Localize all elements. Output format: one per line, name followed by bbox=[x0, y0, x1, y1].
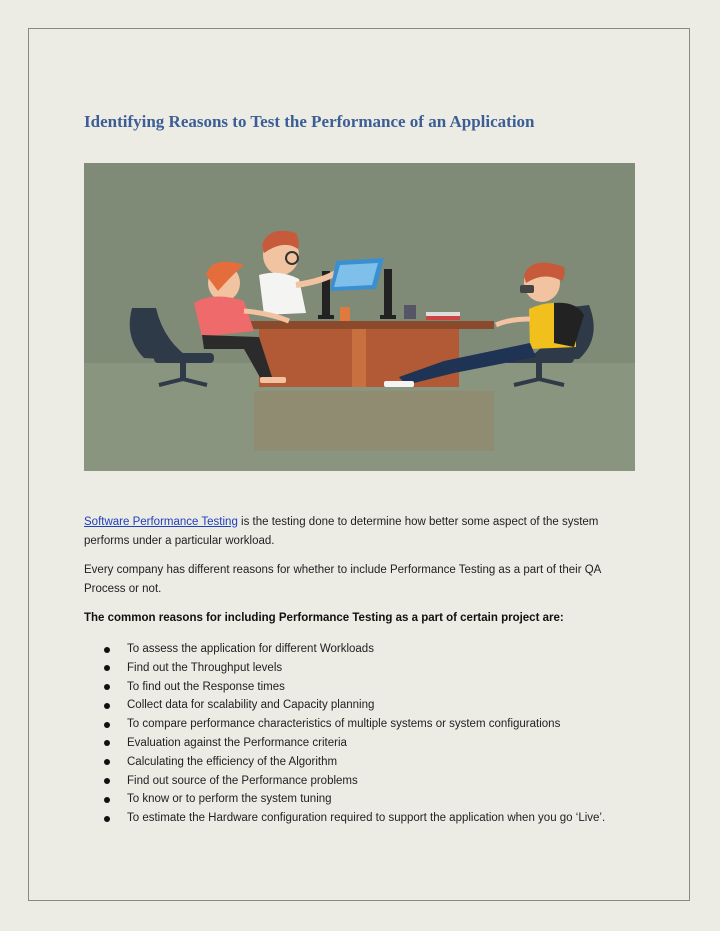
bullet-icon bbox=[104, 722, 110, 728]
list-item-text: To estimate the Hardware configuration required to support the application when you go ‘Live’. bbox=[127, 812, 606, 825]
list-item-text: Evaluation against the Performance criteria bbox=[127, 736, 347, 749]
list-item-text: To assess the application for different Workloads bbox=[127, 643, 374, 655]
bullet-icon bbox=[104, 703, 110, 709]
list-item-text: Find out the Throughput levels bbox=[127, 661, 283, 674]
list-item bbox=[84, 696, 664, 715]
bullet-icon bbox=[104, 684, 110, 690]
list-item bbox=[84, 678, 664, 697]
list-item-text: Collect data for scalability and Capacity planning bbox=[127, 699, 375, 712]
office-illustration bbox=[84, 163, 635, 471]
list-item-text: To know or to perform the system tuning bbox=[127, 793, 332, 806]
list-item-text: To compare performance characteristics of multiple systems or system configurations bbox=[127, 718, 561, 731]
document-title: Identifying Reasons to Test the Performance of an Application bbox=[84, 112, 535, 131]
list-item bbox=[84, 809, 664, 828]
bullet-icon bbox=[104, 740, 110, 746]
bullet-icon bbox=[104, 778, 110, 784]
intro-text: is the testing done to determine how better some aspect of the system performs under a particular workload. bbox=[84, 516, 599, 547]
list-item bbox=[84, 753, 664, 772]
intro-paragraph bbox=[84, 513, 644, 551]
bullet-icon bbox=[104, 665, 110, 671]
list-item-text: To find out the Response times bbox=[127, 680, 285, 693]
list-item bbox=[84, 640, 664, 659]
bullets-heading: The common reasons for including Performance Testing as a part of certain project are: bbox=[84, 612, 564, 624]
list-item bbox=[84, 734, 664, 753]
bullet-icon bbox=[104, 759, 110, 765]
paragraph-reasons: Every company has different reasons for whether to include Performance Testing as a part of their QA Process or not. bbox=[84, 564, 601, 595]
software-performance-testing-link[interactable]: Software Performance Testing bbox=[84, 516, 238, 528]
list-item-text: Calculating the efficiency of the Algorithm bbox=[127, 755, 338, 768]
list-item bbox=[84, 772, 664, 791]
list-item bbox=[84, 659, 664, 678]
list-item bbox=[84, 790, 664, 809]
list-item-text: Find out source of the Performance problems bbox=[127, 774, 358, 787]
bullet-icon bbox=[104, 647, 110, 653]
bullet-icon bbox=[104, 797, 110, 803]
bullet-icon bbox=[104, 816, 110, 822]
list-item bbox=[84, 715, 664, 734]
reasons-list bbox=[84, 640, 664, 828]
